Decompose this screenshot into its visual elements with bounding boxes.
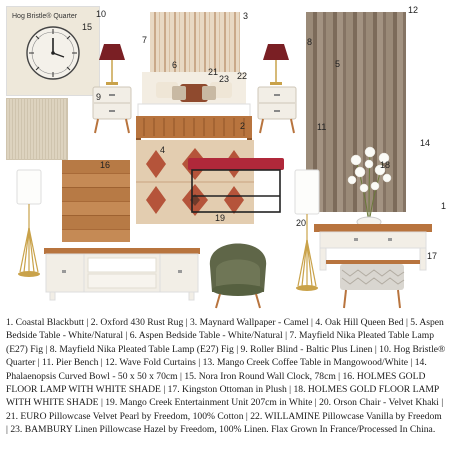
orson-chair-velvet-khaki <box>204 226 272 310</box>
oak-hill-queen-bed <box>134 72 254 150</box>
item-number-18: 18 <box>380 160 391 170</box>
item-number-22: 22 <box>237 71 248 81</box>
phalaenopsis-orchid <box>344 146 394 228</box>
item-number-21: 21 <box>208 67 219 77</box>
table-lamp-right <box>262 42 290 88</box>
item-number-23: 23 <box>219 74 230 84</box>
item-number-10: 10 <box>96 9 107 19</box>
bedside-table-right <box>257 86 297 134</box>
item-number-3: 3 <box>243 11 249 21</box>
item-number-2: 2 <box>240 121 246 131</box>
item-number-19: 19 <box>215 213 226 223</box>
swatch-brand-label: Hog Bristle® Quarter <box>12 13 78 20</box>
item-number-5: 5 <box>335 59 341 69</box>
paint-swatch-card <box>6 6 100 96</box>
roller-blind-swatch <box>6 98 68 160</box>
item-number-8: 8 <box>307 37 313 47</box>
item-number-7: 7 <box>142 35 148 45</box>
item-number-1: 1 <box>441 201 447 211</box>
item-number-15: 15 <box>82 22 93 32</box>
item-number-14: 14 <box>420 138 431 148</box>
pier-bench <box>186 156 286 216</box>
table-lamp-left <box>98 42 126 88</box>
kingston-ottoman <box>338 262 406 310</box>
item-number-12: 12 <box>408 5 419 15</box>
item-number-6: 6 <box>172 60 178 70</box>
coastal-blackbutt-floor-swatch <box>62 160 130 242</box>
item-number-9: 9 <box>96 92 102 102</box>
item-number-20: 20 <box>296 218 307 228</box>
floor-lamp-left <box>14 168 44 280</box>
item-legend-caption: 1. Coastal Blackbutt | 2. Oxford 430 Rust Rug | 3. Maynard Wallpaper - Camel | 4. Oak Hill Queen Bed | 5. Aspen Bedside Table - White/Natural | 6. Aspen Bedside Table - White/Natural | 7. Mayfield Nika Pleated Table Lamp (E27) Fig | 8. Mayfield Nika Pleated Table Lamp (E27) Fig | 9. Roller Blind - Baltic Plus Linen | 10. Hog Bristle® Quarter | 11. Pier Bench | 12. Wave Fold Curtains | 13. Mango Creek Coffee Table in Mangowood/White | 14. Phalaenopsis Curved Bowl - 50 x 50 x 70cm | 15. Nora Iron Round Wall Clock, 78cm | 16. HOLMES GOLD FLOOR LAMP WITH WHITE SHADE | 17. Kingston Ottoman in Plush | 18. HOLMES GOLD FLOOR LAMP WITH WHITE SHADE | 19. Mango Creek Entertainment Unit 207cm in White | 20. Orson Chair - Velvet Khaki | 21. EURO Pillowcase Velvet Pearl by Freedom, 100% Cotton | 22. WILLAMINE Pillowcase Vanilla by Freedom | 23. BAMBURY Linen Pillowcase Hazel by Freedom, 100% Linen. Flax Grown In France/Processed In China. <box>6 317 446 436</box>
item-number-11: 11 <box>317 122 327 132</box>
mango-creek-entertainment-unit <box>44 248 200 302</box>
item-number-4: 4 <box>160 145 166 155</box>
item-number-17: 17 <box>427 251 438 261</box>
wall-clock-icon <box>25 25 81 81</box>
item-number-16: 16 <box>100 160 111 170</box>
